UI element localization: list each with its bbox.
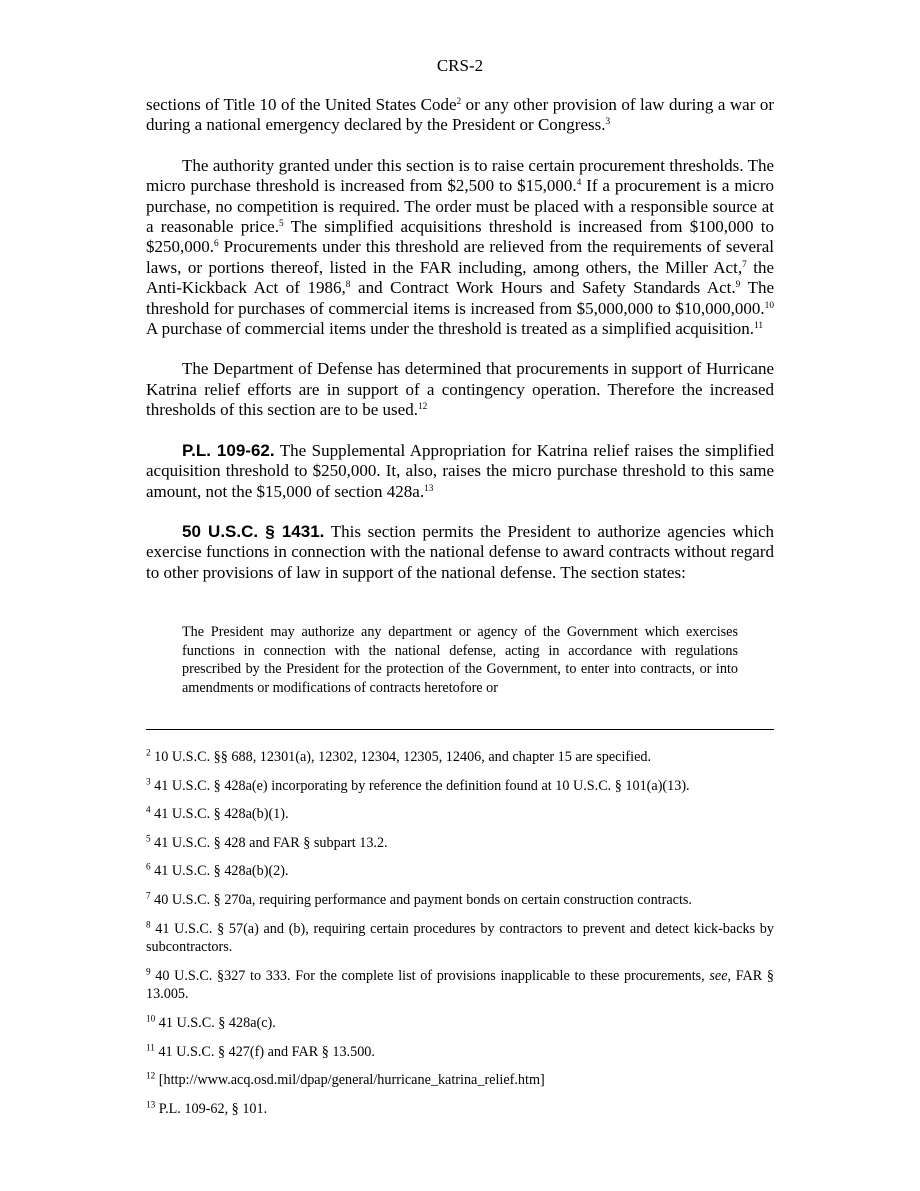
- quote-text: The President may authorize any department or agency of the Government which exercises functions in connection with the national defense, acting in accordance with regulations prescribed by the President for the protection of the Government, to enter into contracts, or into amendments or modifications of contracts heretofore or: [182, 624, 738, 696]
- text-run: The simplified acquisitions threshold is increased from $100,000 to $250,000.: [146, 217, 774, 257]
- footnote-number: 11: [146, 1042, 155, 1052]
- footnote-number: 5: [146, 833, 151, 844]
- paragraph-lead: 50 U.S.C. § 1431.: [182, 521, 325, 541]
- paragraph-5: [146, 522, 774, 583]
- text-run: This section permits the President to authorize agencies which exercise functions in connection with the national defense to award contracts without regard to other provisions of law in support of the national defense. The section states:: [146, 521, 774, 582]
- footnote-text: 41 U.S.C. § 428a(c).: [155, 1014, 276, 1031]
- footnote-ref[interactable]: 10: [764, 300, 774, 311]
- footnote-text[interactable]: [http://www.acq.osd.mil/dpap/general/hurricane_katrina_relief.htm]: [155, 1072, 545, 1089]
- paragraph-3: [146, 359, 774, 420]
- footnote-number: 13: [146, 1099, 156, 1110]
- footnote-ref[interactable]: 3: [605, 117, 611, 128]
- body-text: [146, 95, 774, 583]
- footnote: [146, 1043, 774, 1062]
- text-run: A purchase of commercial items under the threshold is treated as a simplified acquisition.: [146, 319, 755, 339]
- text-run: The threshold for purchases of commercial items is increased from $5,000,000 to $10,000,000.: [146, 278, 774, 318]
- footnote-text: P.L. 109-62, § 101.: [155, 1100, 268, 1117]
- footnote-number: 12: [146, 1070, 156, 1081]
- footnote-text: 41 U.S.C. § 57(a) and (b), requiring certain procedures by contractors to prevent and detect kick-backs by subcontractors.: [146, 920, 774, 956]
- text-run: The authority granted under this section is to raise certain procurement thresholds. The micro purchase threshold is increased from $2,500 to $15,000.: [146, 155, 774, 196]
- footnote-ref[interactable]: 2: [456, 96, 462, 107]
- page-header: CRS-2: [436, 56, 484, 75]
- text-run: The Department of Defense has determined that procurements in support of Hurricane Katrina relief efforts are in support of a contingency operation. Therefore the increased thresholds of this section are to be used.: [146, 359, 774, 420]
- text-run: and Contract Work Hours and Safety Standards Act.: [350, 278, 736, 298]
- footnote-ref[interactable]: 11: [754, 321, 764, 331]
- footnote-text: 41 U.S.C. § 428a(e) incorporating by reference the definition found at 10 U.S.C. § 101(a)(13).: [150, 777, 690, 794]
- footnote-ref[interactable]: 9: [735, 280, 741, 291]
- footnote: [146, 777, 774, 796]
- footnote: [146, 748, 774, 767]
- footnote: [146, 891, 774, 910]
- footnotes-list: [146, 748, 774, 1128]
- footnote: [146, 1071, 774, 1090]
- footnote-separator: [146, 729, 774, 730]
- footnote-number: 2: [146, 747, 151, 758]
- paragraph-2: [146, 156, 774, 340]
- text-run: or any other provision of law during a war or during a national emergency declared by the President or Congress.: [146, 95, 774, 135]
- footnote-number: 4: [146, 804, 151, 815]
- footnote-text: 41 U.S.C. § 428 and FAR § subpart 13.2.: [150, 834, 388, 851]
- footnote-number: 8: [146, 919, 151, 930]
- footnote: [146, 920, 774, 957]
- footnote-ref[interactable]: 12: [417, 402, 428, 413]
- footnote-text: 40 U.S.C. § 270a, requiring performance and payment bonds on certain construction contracts.: [150, 891, 692, 908]
- footnote-number: 6: [146, 861, 151, 872]
- footnote-text: 41 U.S.C. § 428a(b)(2).: [150, 863, 289, 880]
- text-run: Procurements under this threshold are relieved from the requirements of several laws, or portions thereof, listed in the FAR including, among others, the Miller Act,: [146, 237, 774, 277]
- paragraph-lead: P.L. 109-62.: [182, 440, 275, 460]
- footnote-ref[interactable]: 5: [278, 218, 284, 229]
- text-run: the Anti-Kickback Act of 1986,: [146, 257, 774, 298]
- footnote-number: 10: [146, 1013, 156, 1024]
- footnote: [146, 805, 774, 824]
- footnote: [146, 834, 774, 853]
- block-quote: [182, 623, 738, 697]
- paragraph-1: [146, 95, 774, 136]
- footnote-text: 40 U.S.C. §327 to 333. For the complete list of provisions inapplicable to these procurements,: [150, 967, 710, 984]
- footnote-ref[interactable]: 4: [576, 178, 582, 189]
- text-run: The Supplemental Appropriation for Katrina relief raises the simplified acquisition threshold to $250,000. It, also, raises the micro purchase threshold to this same amount, not the $15,000 of section 428a.: [146, 440, 774, 501]
- footnote-text: 41 U.S.C. § 427(f) and FAR § 13.500.: [154, 1043, 375, 1060]
- footnote-ref[interactable]: 6: [214, 239, 219, 250]
- footnote-number: 3: [146, 776, 151, 787]
- footnote-text: , FAR § 13.005.: [146, 967, 774, 1003]
- text-run: If a procurement is a micro purchase, no competition is required. The order must be placed with a responsible source at a reasonable price.: [146, 176, 775, 237]
- footnote-text: 41 U.S.C. § 428a(b)(1).: [150, 806, 289, 823]
- footnote-number: 7: [146, 890, 151, 901]
- footnote: [146, 1100, 774, 1119]
- footnote: [146, 1014, 774, 1033]
- footnote-number: 9: [146, 966, 151, 977]
- footnote-ref[interactable]: 7: [742, 259, 747, 270]
- text-run: sections of Title 10 of the United States Code: [146, 95, 457, 114]
- footnote: [146, 862, 774, 881]
- footnote-text: 10 U.S.C. §§ 688, 12301(a), 12302, 12304, 12305, 12406, and chapter 15 are specified.: [150, 749, 652, 765]
- footnote-emphasis: see: [709, 967, 728, 984]
- paragraph-4: [146, 441, 774, 502]
- footnote: [146, 967, 774, 1004]
- footnote-ref[interactable]: 8: [345, 280, 351, 291]
- footnote-ref[interactable]: 13: [424, 483, 434, 494]
